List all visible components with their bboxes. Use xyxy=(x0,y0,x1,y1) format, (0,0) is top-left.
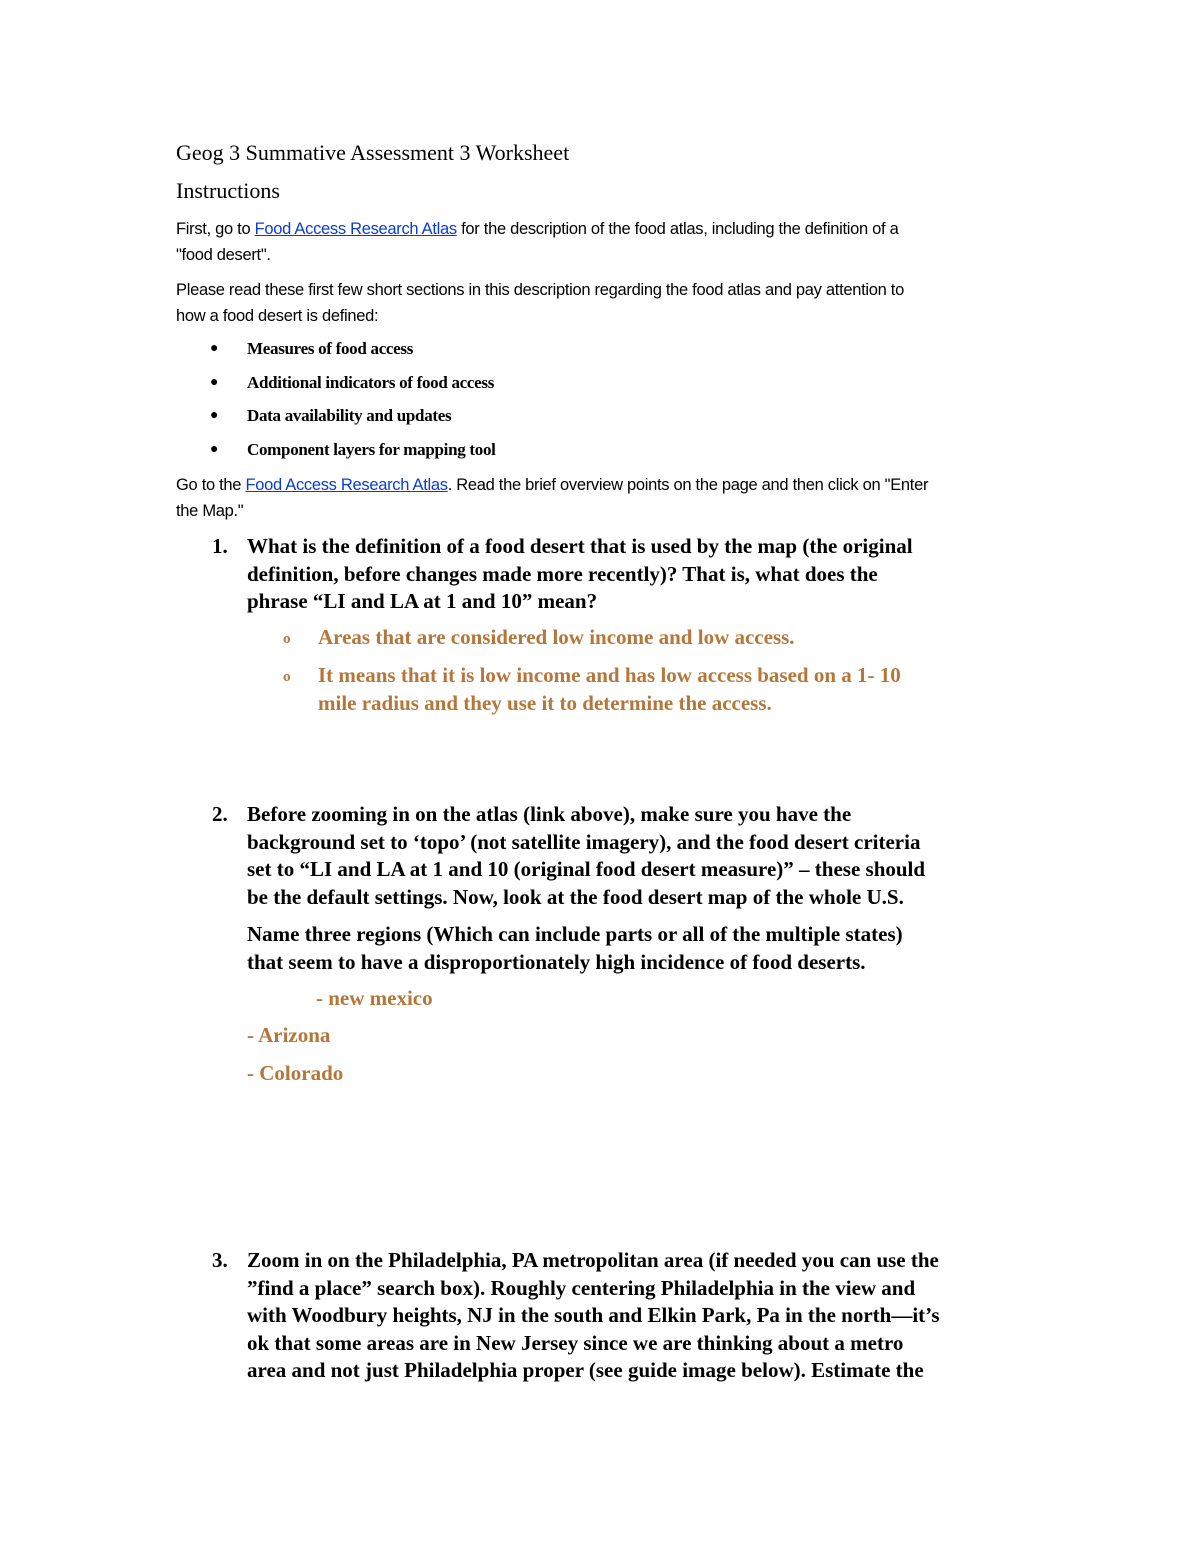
q2-answer-2: - Arizona xyxy=(247,1023,331,1047)
q1-answer-1 xyxy=(283,624,795,652)
bullet-icon: ● xyxy=(210,408,219,423)
question-text xyxy=(247,801,1012,911)
intro-text: Please read these first few short sections in this description regarding the food atlas and pay attention to xyxy=(176,281,904,299)
question-2 xyxy=(212,801,1012,911)
bullet-icon: ● xyxy=(210,341,219,356)
goto-text: the Map." xyxy=(176,502,244,520)
bullet-icon: ● xyxy=(210,441,219,457)
question-line: that seem to have a disproportionately high incidence of food deserts. xyxy=(247,949,866,974)
intro-text: how a food desert is defined: xyxy=(176,307,379,325)
goto-text: Go to the xyxy=(176,476,246,494)
goto-text: . Read the brief overview points on the page and then click on "Enter xyxy=(447,476,929,494)
question-line: What is the definition of a food desert that is used by the map (the original xyxy=(247,534,913,558)
answer-text: It means that it is low income and has low access based on a 1- 10 xyxy=(318,663,901,687)
q2-answer-3: - Colorado xyxy=(247,1061,344,1085)
intro-text: "food desert". xyxy=(176,246,271,264)
list-item xyxy=(210,334,496,368)
question-1 xyxy=(212,533,1012,616)
question-line: set to “LI and LA at 1 and 10 (original food desert measure)” – these should xyxy=(247,857,926,881)
question-line: definition, before changes made more recently)? That is, what does the xyxy=(247,561,878,586)
question-line: area and not just Philadelphia proper (see guide image below). Estimate the xyxy=(247,1358,924,1382)
q1-answer-2 xyxy=(283,662,901,717)
sections-bullet-list xyxy=(210,334,496,468)
intro-text: First, go to xyxy=(176,220,255,238)
question-line: be the default settings. Now, look at the food desert map of the whole U.S. xyxy=(247,884,904,909)
question-number: 1. xyxy=(212,534,228,558)
question-line: background set to ‘topo’ (not satellite imagery), and the food desert criteria xyxy=(247,829,921,854)
instructions-heading: Instructions xyxy=(176,178,280,203)
answer-text: mile radius and they use it to determine the access. xyxy=(318,690,772,715)
circle-bullet-icon: o xyxy=(283,631,291,647)
q2-answer-1: - new mexico xyxy=(316,986,433,1010)
list-item xyxy=(210,401,496,435)
question-line: ok that some areas are in New Jersey since we are thinking about a metro xyxy=(247,1330,904,1355)
food-atlas-link-2[interactable]: Food Access Research Atlas xyxy=(245,476,448,494)
question-line: phrase “LI and LA at 1 and 10” mean? xyxy=(247,589,598,613)
question-line: Name three regions (Which can include parts or all of the multiple states) xyxy=(247,922,903,946)
question-line: with Woodbury heights, NJ in the south and Elkin Park, Pa in the north—it’s xyxy=(247,1303,940,1327)
bullet-label: Component layers for mapping tool xyxy=(247,439,496,459)
question-line: ”find a place” search box). Roughly centering Philadelphia in the view and xyxy=(247,1275,916,1300)
bullet-label: Data availability and updates xyxy=(247,406,452,425)
intro-text: for the description of the food atlas, including the definition of a xyxy=(456,220,899,238)
circle-bullet-icon: o xyxy=(283,669,291,685)
intro-paragraph-1 xyxy=(176,216,1036,268)
food-atlas-link[interactable]: Food Access Research Atlas xyxy=(254,220,457,238)
question-line: Before zooming in on the atlas (link above), make sure you have the xyxy=(247,802,852,826)
question-3 xyxy=(212,1247,1012,1385)
question-2-prompt xyxy=(247,921,1047,976)
intro-paragraph-2 xyxy=(176,277,1036,329)
bullet-icon: ● xyxy=(210,374,219,390)
question-line: Zoom in on the Philadelphia, PA metropolitan area (if needed you can use the xyxy=(247,1248,939,1272)
document-title: Geog 3 Summative Assessment 3 Worksheet xyxy=(176,140,570,165)
bullet-label: Measures of food access xyxy=(247,339,414,358)
question-number: 3. xyxy=(212,1248,228,1272)
bullet-label: Additional indicators of food access xyxy=(247,372,495,392)
answer-text: Areas that are considered low income and low access. xyxy=(318,625,795,649)
list-item xyxy=(210,368,496,402)
question-text xyxy=(247,1247,1012,1385)
question-text xyxy=(247,533,1012,616)
list-item xyxy=(210,435,496,469)
question-number: 2. xyxy=(212,802,228,826)
goto-paragraph xyxy=(176,472,1036,524)
